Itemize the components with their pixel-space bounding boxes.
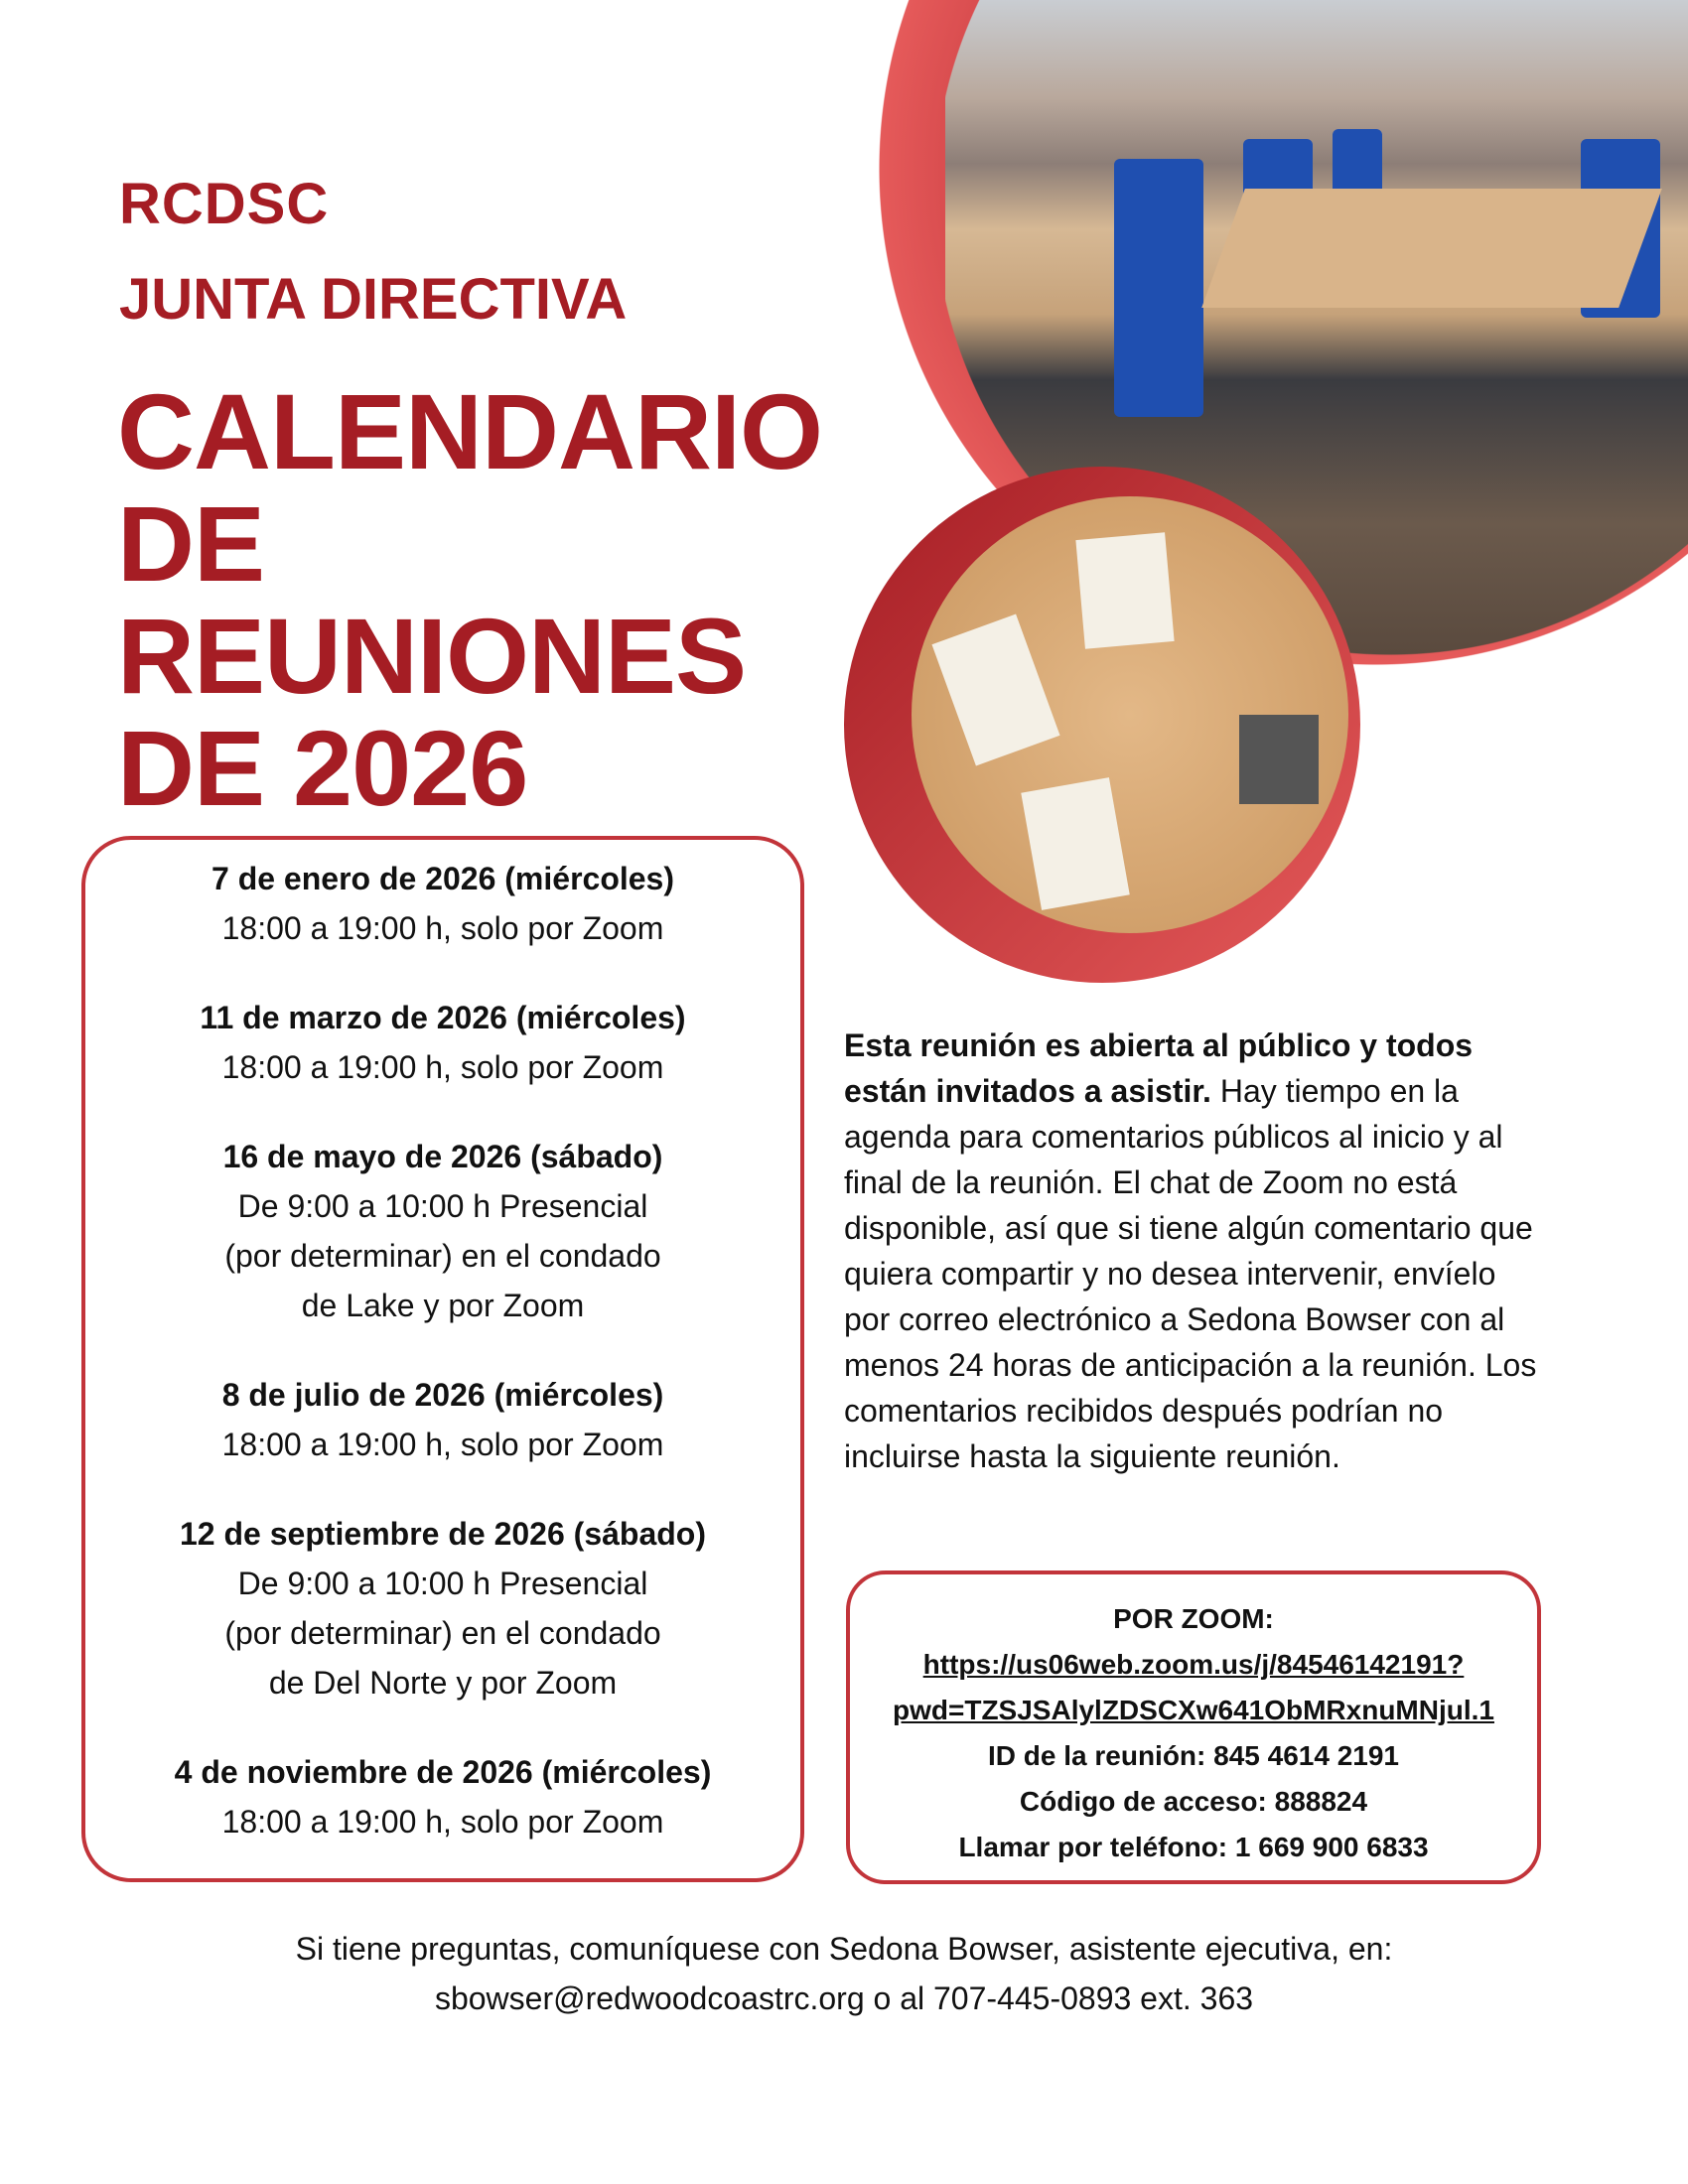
zoom-info-box <box>846 1570 1541 1884</box>
schedule-detail: 18:00 a 19:00 h, solo por Zoom <box>221 1427 664 1462</box>
schedule-detail: 18:00 a 19:00 h, solo por Zoom <box>221 1804 664 1840</box>
zoom-link[interactable] <box>893 1649 1494 1725</box>
schedule-detail: (por determinar) en el condado <box>224 1238 661 1274</box>
meeting-info-text <box>844 1023 1539 1479</box>
zoom-link-line-1[interactable]: https://us06web.zoom.us/j/84546142191? <box>922 1649 1465 1680</box>
schedule-date: 16 de mayo de 2026 (sábado) <box>222 1139 663 1174</box>
schedule-item <box>85 854 800 953</box>
meeting-id: ID de la reunión: 845 4614 2191 <box>988 1740 1399 1771</box>
zoom-link-line-2[interactable]: pwd=TZSJSAlylZDSCXw641ObMRxnuMNjul.1 <box>893 1695 1494 1725</box>
schedule-detail: 18:00 a 19:00 h, solo por Zoom <box>221 1049 664 1085</box>
schedule-detail: De 9:00 a 10:00 h Presencial <box>237 1188 648 1224</box>
page-title: CALENDARIO DE REUNIONES DE 2026 <box>117 371 822 828</box>
schedule-date: 8 de julio de 2026 (miércoles) <box>221 1377 664 1413</box>
intro-text: Hay tiempo en la agenda para comentarios públicos al inicio y al final de la reunión. El chat de Zoom no está disponible, así que si tiene algún comentario que quiera compartir y no desea intervenir, envíelo por correo electrónico a Sedona Bowser con al menos 24 horas de anticipación a la reunión. Los comentarios recibidos después podrían no incluirse hasta la siguiente reunión. <box>844 1073 1537 1474</box>
schedule-detail: De 9:00 a 10:00 h Presencial <box>237 1566 648 1601</box>
zoom-heading: POR ZOOM: <box>1113 1603 1274 1634</box>
footer-contact <box>0 1924 1688 2023</box>
schedule-detail: (por determinar) en el condado <box>224 1615 661 1651</box>
schedule-date: 11 de marzo de 2026 (miércoles) <box>200 1000 686 1035</box>
passcode: Código de acceso: 888824 <box>1019 1786 1368 1817</box>
schedule-date: 4 de noviembre de 2026 (miércoles) <box>174 1754 712 1790</box>
footer-line-1: Si tiene preguntas, comuníquese con Sedona Bowser, asistente ejecutiva, en: <box>295 1931 1393 1967</box>
schedule-item <box>85 1747 800 1846</box>
schedule-detail: 18:00 a 19:00 h, solo por Zoom <box>221 910 664 946</box>
footer-line-2: sbowser@redwoodcoastrc.org o al 707-445-0893 ext. 363 <box>434 1980 1254 2016</box>
schedule-date: 12 de septiembre de 2026 (sábado) <box>180 1516 706 1552</box>
schedule-detail: de Del Norte y por Zoom <box>268 1665 618 1701</box>
meeting-schedule <box>81 836 804 1882</box>
schedule-detail: de Lake y por Zoom <box>301 1288 585 1323</box>
phone: Llamar por teléfono: 1 669 900 6833 <box>958 1832 1429 1862</box>
schedule-item <box>85 1370 800 1469</box>
schedule-item <box>85 993 800 1092</box>
schedule-item <box>85 1509 800 1707</box>
schedule-item <box>85 1132 800 1330</box>
org-name: RCDSC <box>119 172 330 236</box>
schedule-date: 7 de enero de 2026 (miércoles) <box>211 861 674 896</box>
board-name: JUNTA DIRECTIVA <box>119 267 628 332</box>
meeting-table-photo <box>912 496 1348 933</box>
intro-bold: Esta reunión es abierta al público y todos están invitados a asistir. <box>844 1027 1474 1109</box>
